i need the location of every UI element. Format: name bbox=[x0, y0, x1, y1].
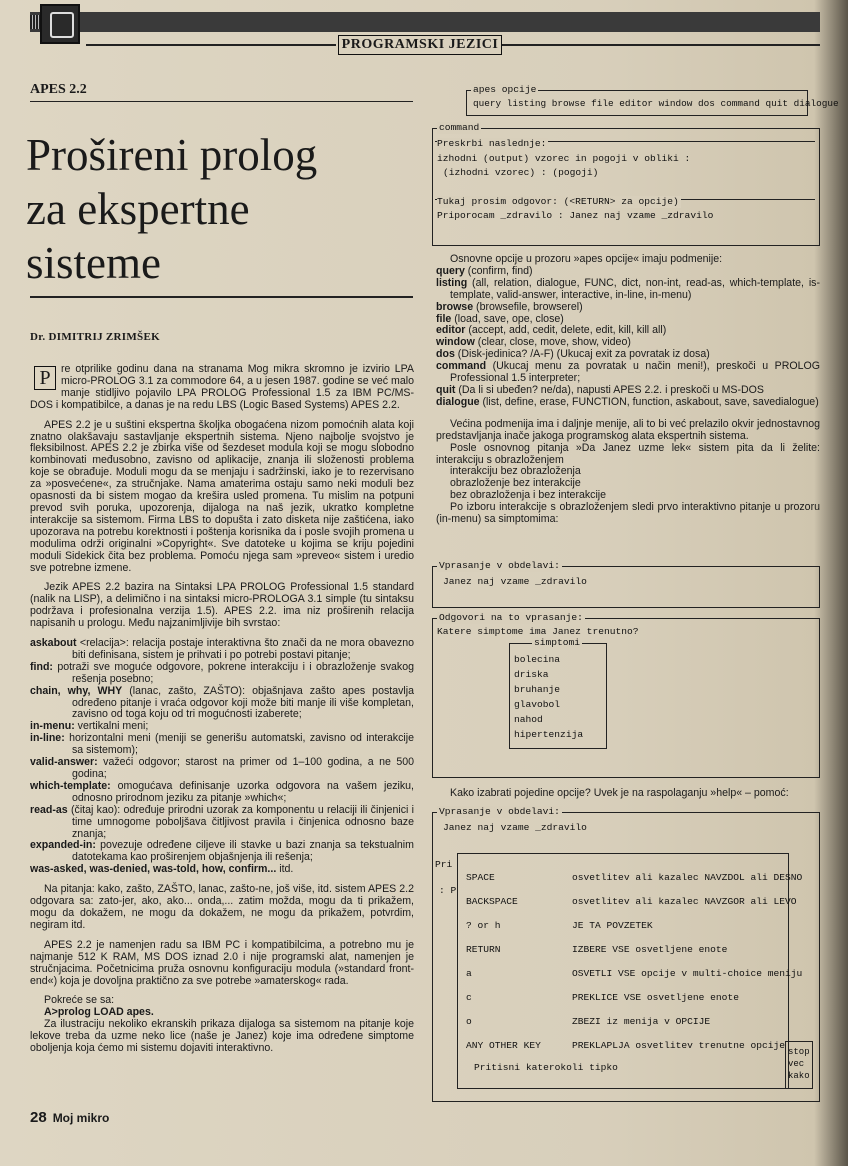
screen-command bbox=[432, 122, 820, 246]
key-help-table: SPACE osvetlitev ali kazalec NAVZDOL ali DESNO BACKSPACE osvetlitev ali kazalec NAVZGOR ali LEVO ? or h JE TA POVZETEK RETURN IZBERE VSE osvetljene enote a OSVETLI VSE opcije v multi-choice meniju c PREKLICE VSE osvetljene enote o ZBEZI iz menija v OPCIJE ANY OTHER KEY PREKLAPLJA osvetlitev trenutne opcije Pritisni katerokoli tipko bbox=[466, 872, 803, 1073]
section-rule-left bbox=[86, 44, 336, 46]
definition: read-as (čitaj kao): određuje prirodni uzorak za komponentu u relaciji ili činjenici i time umnogome poboljšava čitljivost pravila i činjenica odnosno baze znanja; bbox=[30, 803, 414, 840]
window-label: Vprasanje v obdelavi: bbox=[439, 806, 560, 817]
screen-line: Katere simptome ima Janez trenutno? bbox=[437, 626, 639, 637]
page-number: 28 Moj mikro bbox=[30, 1109, 110, 1126]
paragraph: Na pitanja: kako, zašto, ZAŠTO, lanac, zašto-ne, još više, itd. sistem APES 2.2 odgovara sa: zato-jer, ako, ako... onda,... zatim možda, mogu da ti prikažem, mogu da dokažem, ne mogu da dokažem, ne mogu da prikažem, potvrdim, negiram itd. bbox=[30, 883, 414, 931]
side-menu-item[interactable]: vec bbox=[788, 1059, 805, 1069]
definition: expanded-in: povezuje određene ciljeve ili stavke u bazi znanja sa tekstualnim datotekama kao proširenjem objašnjenja ili rešenja; bbox=[30, 839, 414, 864]
screen-line: : P bbox=[439, 885, 457, 896]
magazine-logo-icon bbox=[40, 4, 80, 44]
menu-item[interactable]: nahod bbox=[514, 714, 543, 725]
command-line: A>prolog LOAD apes. bbox=[44, 1006, 154, 1019]
definition: chain, why, WHY (lanac, zašto, ZAŠTO): objašnjava zašto apes postavlja određeno pitanje i vraća odgovor koji može biti manje ili više kompletan, zavisno od toga koju od tri mogućnosti izaberete; bbox=[30, 684, 414, 721]
paragraph: Kako izabrati pojedine opcije? Uvek je na raspolaganju »help« – pomoć: bbox=[450, 787, 789, 799]
paragraph: Većina podmenija ima i daljnje menije, ali to bi već prelazilo okvir jednostavnog predstavljanja inače jakoga programskog alata ekspertnih sistema. bbox=[436, 417, 820, 442]
paragraph: Za ilustraciju nekoliko ekranskih prikaza dijaloga sa sistemom na pitanje koje lekove treba da uzme neko lice (naše je Janez) koje ima određene simptome oboljenja koja ćemo mi sistemu dojaviti interaktivno. bbox=[30, 1018, 414, 1055]
paragraph: APES 2.2 je namenjen radu sa IBM PC i kompatibilcima, a potrebno mu je najmanje 512 K RAM, MS DOS iznad 2.0 i nije programski alat, namenjen je stručnjacima. Početnicima pruža osnovnu konfiguraciju modula (»standard front-end«) koja je dovoljna praktično za sve potrebe »amaterskog« rada. bbox=[30, 938, 414, 987]
title-rule bbox=[30, 296, 413, 298]
barcode-strip bbox=[30, 15, 40, 29]
screen-help bbox=[432, 806, 820, 1102]
screen-line: izhodni (output) vzorec in pogoji v obliki : bbox=[437, 153, 691, 164]
menu-item[interactable]: bruhanje bbox=[514, 684, 561, 695]
screen-answer bbox=[432, 612, 820, 778]
kicker: APES 2.2 bbox=[30, 82, 87, 97]
definition: askabout <relacija>: relacija postaje interaktivna što znači da ne mora obavezno biti definisana, sistem je prihvati i po potrebi postavi pitanje; bbox=[30, 637, 414, 661]
screen-line: Preskrbi naslednje: bbox=[437, 138, 547, 149]
option-entry: listing (all, relation, dialogue, FUNC, dict, non-int, read-as, which-template, is-template, valid-answer, interactive, in-line, in-menu) bbox=[436, 276, 820, 301]
side-menu[interactable] bbox=[785, 1041, 813, 1089]
paragraph: Jezik APES 2.2 bazira na Sintaksi LPA PROLOG Professional 1.5 standard (nalik na LISP), a delimično i na sintaksi micro-PROLOGA 3.1 simple (tu sintaksu podržava i profesionalna verzija 1.5). APES 2.2. ima niz proširenih relacija napisanih u prologu. Među najzanimljivije bih svrstao: bbox=[30, 581, 414, 630]
screen-line: Janez naj vzame _zdravilo bbox=[443, 822, 587, 833]
definition: in-menu: vertikalni meni; bbox=[30, 720, 149, 733]
author: Dr. DIMITRIJ ZRIMŠEK bbox=[30, 331, 160, 343]
menu-item[interactable]: bolecina bbox=[514, 654, 561, 665]
list-item: interakciju bez obrazloženja bbox=[450, 465, 581, 478]
kicker-rule bbox=[30, 101, 413, 102]
definition: in-line: horizontalni meni (meniji se generišu automatski, zavisno od interakcije sa sistemom); bbox=[30, 732, 414, 757]
window-label: Vprasanje v obdelavi: bbox=[439, 560, 560, 571]
paragraph: Po izboru interakcije s obrazloženjem sledi prvo interaktivno pitanje u prozoru (in-menu) sa simptomima: bbox=[436, 501, 820, 526]
window-label: Odgovori na to vprasanje: bbox=[439, 612, 583, 623]
section-rule-right bbox=[502, 44, 820, 46]
article-title bbox=[26, 128, 416, 290]
option-entry: query (confirm, find) bbox=[436, 264, 533, 277]
menu-item[interactable]: glavobol bbox=[514, 699, 561, 710]
screen-line: Tukaj prosim odgovor: (<RETURN> za opcije) bbox=[437, 196, 679, 207]
left-column bbox=[30, 364, 414, 1063]
paragraph: Pokreće se sa: bbox=[44, 994, 115, 1007]
option-entry: dos (Disk-jedinica? /A-F) (Ukucaj exit za povratak iz dosa) bbox=[436, 348, 710, 361]
paragraph: Osnovne opcije u prozoru »apes opcije« imaju podmenije: bbox=[450, 253, 723, 265]
screen-apes-options bbox=[466, 84, 839, 116]
option-entry: editor (accept, add, cedit, delete, edit, kill, kill all) bbox=[436, 324, 667, 337]
option-entry: quit (Da li si ubeđen? ne/da), napusti APES 2.2. i preskoči u MS-DOS bbox=[436, 383, 764, 396]
title-line: Prošireni prolog bbox=[26, 130, 318, 180]
side-menu-item[interactable]: kako bbox=[788, 1071, 810, 1081]
screen-line: Priporocam _zdravilo : Janez naj vzame _zdravilo bbox=[437, 210, 714, 221]
title-line: za ekspertne bbox=[26, 184, 250, 234]
drop-cap: P bbox=[34, 366, 56, 390]
option-entry: browse (browsefile, browserel) bbox=[436, 300, 583, 313]
side-menu-item[interactable]: stop bbox=[788, 1047, 810, 1057]
section-label: PROGRAMSKI JEZICI bbox=[338, 35, 502, 55]
options-line: query listing browse file editor window dos command quit dialogue bbox=[473, 98, 839, 109]
screen-question-processing bbox=[432, 560, 820, 608]
right-column-lower bbox=[436, 788, 820, 800]
option-entry: dialogue (list, define, erase, FUNCTION, function, askabout, save, savedialogue) bbox=[436, 395, 819, 408]
paragraph: Posle osnovnog pitanja »Da Janez uzme lek« sistem pita da li želite: interakciju s obrazloženjem bbox=[436, 441, 820, 466]
list-item: obrazloženje bez interakcije bbox=[450, 477, 581, 490]
header-bar bbox=[30, 12, 820, 32]
screen-line: Pri bbox=[435, 859, 453, 870]
option-entry: window (clear, close, move, show, video) bbox=[436, 336, 631, 349]
window-label: command bbox=[439, 122, 480, 133]
screen-line: Janez naj vzame _zdravilo bbox=[443, 576, 587, 587]
definition: which-template: omogućava definisanje uzorka odgovora na vašem jeziku, odnosno prirodnom jeziku za pitanje »which«; bbox=[30, 779, 414, 804]
screen-line: (izhodni vzorec) : (pogoji) bbox=[443, 167, 599, 178]
paragraph: P re otprilike godinu dana na stranama Mog mikra skromno je izvirio LPA micro-PROLOG 3.1 za commodore 64, a u jesen 1987. godine se već malo manje stidljivo pojavilo LPA PROLOG Professional 1.5 za IBM PC/MS-DOS i kompatibilce, a danas je na redu LBS (Logic Based Systems) APES 2.2. bbox=[30, 363, 414, 411]
definition: valid-answer: važeći odgovor; starost na primer od 1–100 godina, a ne 500 godina; bbox=[30, 756, 414, 780]
option-entry: command (Ukucaj menu za povratak u način meni!), preskoči u PROLOG Professional 1.5 interpreter; bbox=[436, 360, 820, 385]
paragraph: APES 2.2 je u suštini ekspertna školjka obogaćena nizom pomoćnih alata koji znatno olakšavaju sastavljanje ekspertnih sistema. Njeno najbolje svojstvo je fleksibilnost. APES 2.2 je zbirka više od šezdeset modula koji se mogu slobodno kombinovati međusobno, zavisno od aplikacije, znanja ili složenosti problema koje se obrađuje. Moduli mogu da se menjaju i sadržinski, iako je to rezervisano za »posvećene«, za stručnjake. Nama amaterima ostaju samo neki moduli bez opasnosti da bi sistem mogao da krešira usled promena. Tu mislim na potpuni prevod svih poruka, upozorenja, dijaloga na naš jezik, ukratko kompletne interakcije sa sistemom. Firma LBS to dopušta i zato disketa nije zaštićena, iako upozorava na potrebu korektnosti i poštenja korisnika da i posle svojih promena u modulima održi originalni »Copyright«. Sve datoteke u kojima se kriju pojedini moduli Sidekick čita bez problema. Pomoću njega sam »preveo« sistem i uredio sve potrebne izmene. bbox=[30, 418, 414, 574]
menu-item[interactable]: driska bbox=[514, 669, 549, 680]
menu-item[interactable]: hipertenzija bbox=[514, 729, 584, 740]
definition-list bbox=[30, 638, 414, 876]
option-entry: file (load, save, ope, close) bbox=[436, 312, 564, 325]
menu-label: simptomi bbox=[534, 637, 581, 648]
right-column bbox=[436, 254, 820, 526]
list-item: bez obrazloženja i bez interakcije bbox=[450, 489, 607, 502]
window-label: apes opcije bbox=[473, 84, 537, 95]
title-line: sisteme bbox=[26, 238, 161, 288]
symptoms-menu[interactable] bbox=[509, 637, 607, 749]
definition: was-asked, was-denied, was-told, how, confirm... itd. bbox=[30, 863, 294, 876]
definition: find: potraži sve moguće odgovore, pokrene interakciju i i obrazloženje svakog rešenja posebno; bbox=[30, 660, 414, 685]
